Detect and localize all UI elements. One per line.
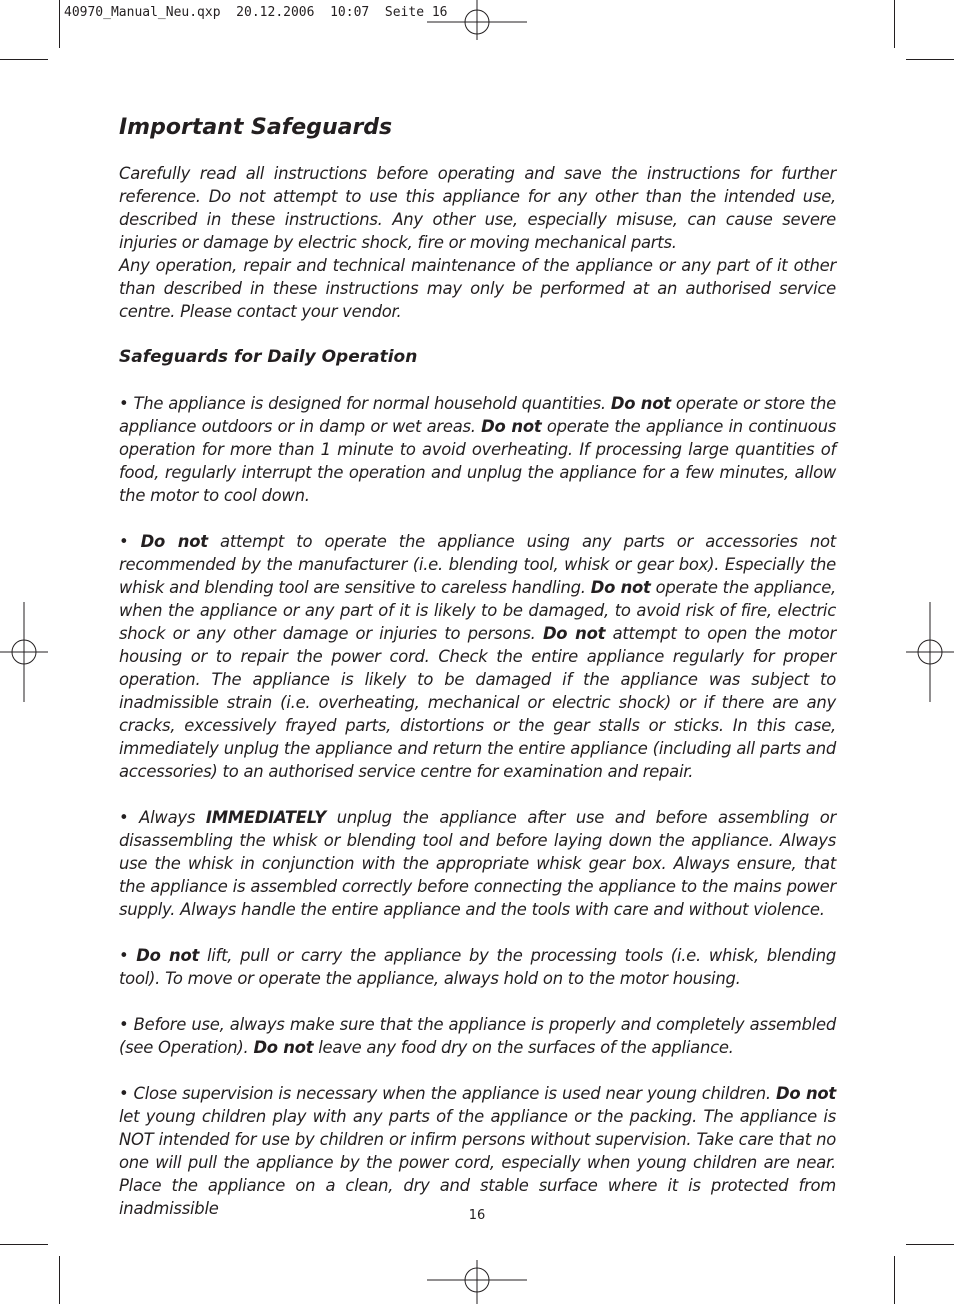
body-text: • Before use, always make sure that the appliance is properly and completely assembled (see Operation). bbox=[119, 1015, 836, 1057]
crop-mark-bottom-left-v bbox=[59, 1256, 60, 1304]
emphasis-text: Do not bbox=[610, 394, 671, 413]
safeguard-item bbox=[119, 944, 836, 990]
body-text: • bbox=[119, 532, 141, 551]
body-text: • Close supervision is necessary when the appliance is used near young children. bbox=[119, 1084, 776, 1103]
safeguard-item bbox=[119, 1013, 836, 1059]
body-text: • The appliance is designed for normal household quantities. bbox=[119, 394, 611, 413]
safeguard-item bbox=[119, 530, 836, 783]
emphasis-text: Do not bbox=[253, 1038, 314, 1057]
crop-mark-top-right-h bbox=[906, 59, 954, 60]
safeguard-item bbox=[119, 806, 836, 921]
emphasis-text: Do not bbox=[140, 532, 208, 551]
body-text: operate the appliance, when the appliance or any part of it is likely to be damaged, to avoid risk of fire, electric shock or any other damage or injuries to persons. bbox=[119, 578, 836, 643]
document-body bbox=[119, 112, 836, 1220]
intro-paragraph: Carefully read all instructions before operating and save the instructions for further reference. Do not attempt to use this appliance for any other than the intended use, described in these instructions. Any other use, especially misuse, can cause severe injuries or damage by electric shock, fire or moving mechanical parts. bbox=[119, 164, 836, 252]
crop-mark-bottom-right-v bbox=[894, 1256, 895, 1304]
body-text: • Always bbox=[119, 808, 206, 827]
body-text: • bbox=[119, 946, 137, 965]
page-title: Important Safeguards bbox=[119, 115, 393, 140]
body-text: operate the appliance in continuous operation for more than 1 minute to avoid overheating. If processing large quantities of food, regularly interrupt the operation and unplug the appliance for a few minutes, allow the motor to cool down. bbox=[119, 417, 836, 505]
section-heading: Safeguards for Daily Operation bbox=[119, 347, 418, 367]
crop-mark-top-left-h bbox=[0, 59, 48, 60]
safeguard-item bbox=[119, 1082, 836, 1220]
emphasis-text: Do not bbox=[775, 1084, 836, 1103]
registration-mark-right-icon bbox=[906, 602, 954, 702]
emphasis-text: IMMEDIATELY bbox=[205, 808, 326, 827]
crop-mark-top-right-v bbox=[894, 0, 895, 48]
emphasis-text: Do not bbox=[136, 946, 200, 965]
crop-mark-bottom-right-h bbox=[906, 1244, 954, 1245]
body-text: attempt to open the motor housing or to repair the power cord. Check the entire appliance regularly for proper operation. The appliance is likely to be damaged if the appliance was subject to inadmissible strain (i.e. overheating, mechanical or electric shock) or if there are any cracks, excessively frayed parts, distortions or the gear stalls or sticks. In this case, immediately unplug the appliance and return the entire appliance (including all parts and accessories) to an authorised service centre for examination and repair. bbox=[119, 624, 836, 781]
body-text: lift, pull or carry the appliance by the processing tools (i.e. whisk, blending tool). To move or operate the appliance, always hold on to the motor housing. bbox=[119, 946, 836, 988]
safeguard-item bbox=[119, 392, 836, 507]
page-number: 16 bbox=[468, 1208, 486, 1223]
body-text: leave any food dry on the surfaces of the appliance. bbox=[313, 1038, 734, 1057]
print-slug: 40970_Manual_Neu.qxp 20.12.2006 10:07 Seite 16 bbox=[64, 5, 448, 20]
emphasis-text: Do not bbox=[481, 417, 542, 436]
registration-mark-left-icon bbox=[0, 602, 48, 702]
emphasis-text: Do not bbox=[542, 624, 606, 643]
safeguard-list bbox=[119, 369, 836, 1220]
body-text: let young children play with any parts of the appliance or the packing. The appliance is NOT intended for use by children or infirm persons without supervision. Take care that no one will pull the appliance by the power cord, especially when young children are near. Place the appliance on a clean, dry and stable surface where it is protected from inadmissible bbox=[119, 1107, 836, 1218]
body-text: attempt to operate the appliance using any parts or accessories not recommended by the manufacturer (i.e. blending tool, whisk or gear box). Especially the whisk and blending tool are sensitive to careless handling. bbox=[119, 532, 836, 597]
registration-mark-bottom-icon bbox=[427, 1260, 527, 1304]
intro-paragraph: Any operation, repair and technical maintenance of the appliance or any part of it other than described in these instructions may only be performed at an authorised service centre. Please contact your vendor. bbox=[119, 256, 836, 321]
crop-mark-top-left-v bbox=[59, 0, 60, 48]
body-text: operate or store the appliance outdoors or in damp or wet areas. bbox=[119, 394, 836, 436]
crop-mark-bottom-left-h bbox=[0, 1244, 48, 1245]
emphasis-text: Do not bbox=[590, 578, 651, 597]
body-text: unplug the appliance after use and before assembling or disassembling the whisk or blending tool and before laying down the appliance. Always use the whisk in conjunction with the appropriate whisk gear box. Always ensure, that the appliance is assembled correctly before connecting the appliance to the mains power supply. Always handle the entire appliance and the tools with care and without violence. bbox=[119, 808, 836, 919]
registration-mark-top-icon bbox=[427, 0, 527, 40]
